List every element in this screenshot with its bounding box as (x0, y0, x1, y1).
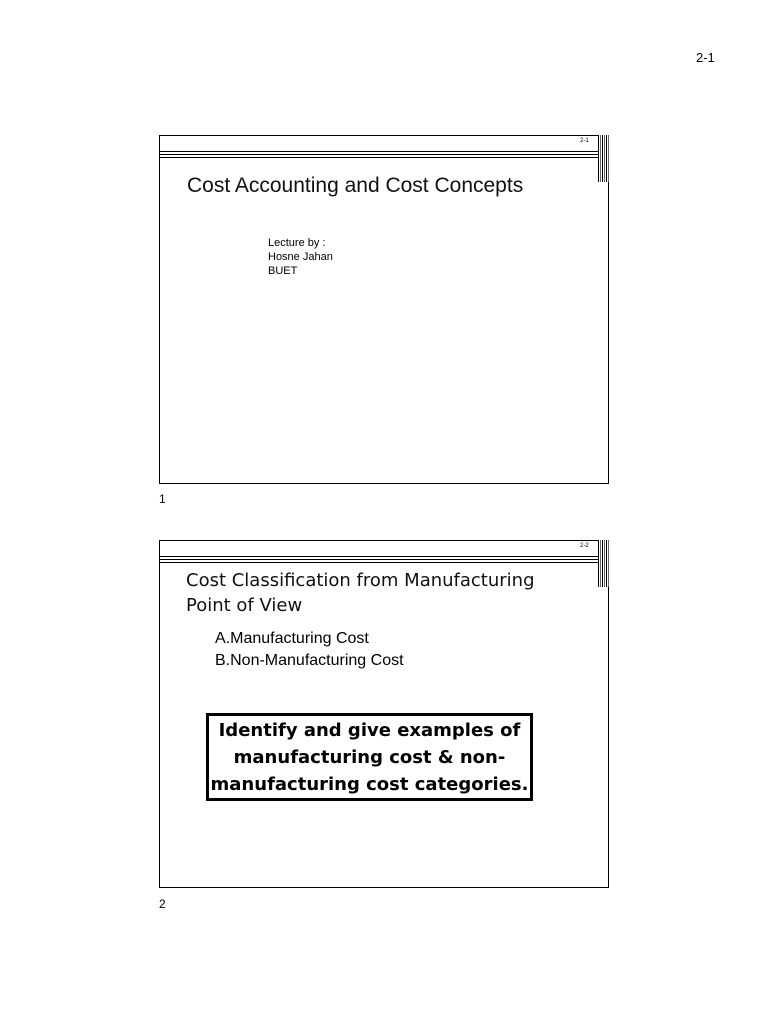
slide-corner-bar (598, 540, 610, 587)
slide-2 (159, 540, 609, 888)
slide-footer-number: 1 (159, 492, 166, 506)
list-item: B.Non-Manufacturing Cost (215, 652, 404, 669)
slide-title (186, 568, 586, 618)
lecture-line: Lecture by : (268, 237, 326, 249)
slide-rule (160, 151, 609, 152)
callout-line: manufacturing cost categories. (210, 773, 529, 795)
slide-tag: 2-2 (580, 543, 589, 549)
slide-corner-bar (598, 135, 610, 182)
slide-rule (160, 154, 609, 155)
slide-title: Cost Accounting and Cost Concepts (187, 174, 524, 197)
callout-line: manufacturing cost & non- (233, 746, 506, 768)
slide-footer-number: 2 (159, 897, 166, 911)
slide-rule (160, 559, 609, 560)
slide-title-line: Point of View (186, 595, 303, 616)
slide-title-line: Cost Classification from Manufacturing (186, 570, 535, 591)
slide-rule (160, 556, 609, 557)
list-item: A.Manufacturing Cost (215, 630, 369, 647)
page-number: 2-1 (696, 50, 715, 65)
bullet-list (215, 628, 404, 672)
slide-1 (159, 135, 609, 484)
callout-box (206, 713, 533, 801)
slide-rule (160, 157, 609, 158)
lecture-line: BUET (268, 265, 298, 277)
slide-tag: 2-1 (580, 138, 589, 144)
callout-line: Identify and give examples of (218, 719, 521, 741)
lecture-line: Hosne Jahan (268, 251, 333, 263)
lecture-info (268, 236, 333, 278)
slide-rule (160, 562, 609, 563)
